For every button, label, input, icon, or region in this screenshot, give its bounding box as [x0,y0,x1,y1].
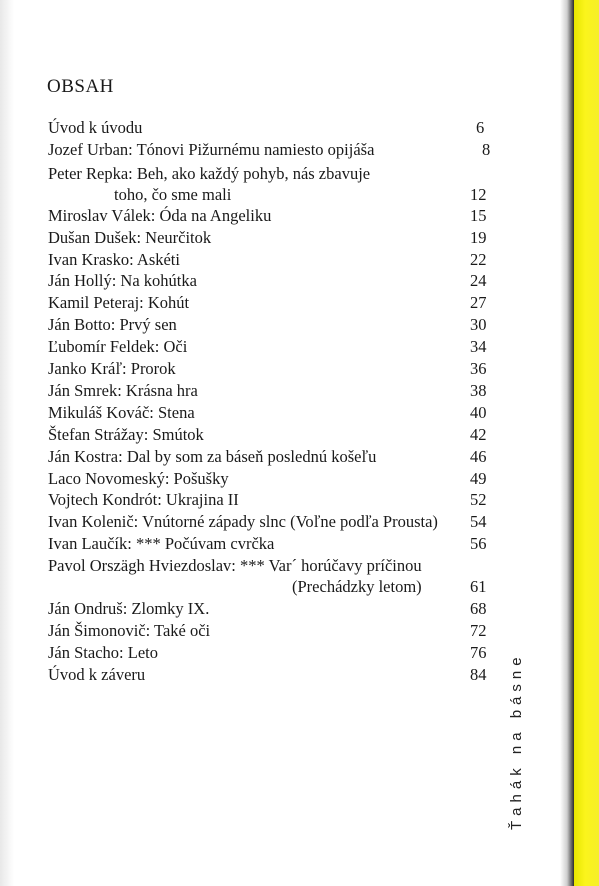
toc-entry-title: Ľubomír Feldek: Oči [48,337,188,356]
toc-entry-title: Laco Novomeský: Pošušky [48,469,229,488]
toc-entry-title: Miroslav Válek: Óda na Angeliku [48,206,272,225]
toc-page-number: 84 [470,665,487,684]
toc-entry-title: Ján Kostra: Dal by som za báseň poslednú košeľu [48,447,377,466]
toc-entry-title: Vojtech Kondrót: Ukrajina II [48,490,239,509]
toc-page-number: 61 [470,577,487,596]
toc-entry-title: Ján Botto: Prvý sen [48,315,177,334]
toc-entry-title: Ján Šimonovič: Také oči [48,621,211,640]
toc-page-number: 34 [470,337,487,356]
toc-entry-title: Jozef Urban: Tónovi Pižurnému namiesto opijáša [48,140,375,159]
toc-entry-title: Dušan Dušek: Neurčitok [48,228,212,247]
toc-entry-title: Ján Stacho: Leto [48,643,158,662]
toc-page-number: 19 [470,228,487,247]
toc-page-number: 68 [470,599,487,618]
toc-entry-title: Úvod k záveru [48,665,146,684]
toc-page-number: 49 [470,469,487,488]
toc-entry-title: Ivan Kolenič: Vnútorné západy slnc (Voľne podľa Prousta) [48,512,438,531]
toc-entry-title: Mikuláš Kováč: Stena [48,403,195,422]
toc-page-number: 6 [476,118,485,137]
toc-entry-title: Ján Smrek: Krásna hra [48,381,198,400]
toc-page-number: 38 [470,381,487,400]
toc-entry-title: Ján Ondruš: Zlomky IX. [48,599,210,618]
toc-entry-title: Kamil Peteraj: Kohút [48,293,190,312]
toc-entry-title: Ján Hollý: Na kohútka [48,271,197,290]
toc-entry-title: Pavol Orszägh Hviezdoslav: *** Var´ horúčavy príčinou [48,556,422,575]
toc-page-number: 40 [470,403,487,422]
toc-page-number: 76 [470,643,487,662]
page-edge-shadow [560,0,574,886]
toc-entry-title: Ivan Krasko: Askéti [48,250,180,269]
toc-page-number: 12 [470,185,487,204]
toc-heading: OBSAH [47,76,114,97]
toc-page-number: 42 [470,425,487,444]
toc-page-number: 52 [470,490,487,509]
toc-page-number: 8 [482,140,491,159]
yellow-cover-edge [574,0,599,886]
toc-entry-title: Peter Repka: Beh, ako každý pohyb, nás zbavuje [48,164,371,183]
toc-page-number: 54 [470,512,487,531]
book-title-vertical: Ťahák na básne [508,652,525,830]
toc-entry-title-continued: (Prechádzky letom) [292,577,422,596]
toc-entry-title: Štefan Strážay: Smútok [48,425,204,444]
spine-shadow [0,0,14,886]
toc-page-number: 24 [470,271,487,290]
toc-page-number: 36 [470,359,487,378]
toc-page-number: 15 [470,206,487,225]
toc-entry-title-continued: toho, čo sme mali [114,185,232,204]
toc-page-number: 46 [470,447,487,466]
toc-entry-title: Janko Kráľ: Prorok [48,359,176,378]
toc-entry-title: Úvod k úvodu [48,118,143,137]
toc-page-number: 56 [470,534,487,553]
toc-page-number: 22 [470,250,487,269]
toc-entry-title: Ivan Laučík: *** Počúvam cvrčka [48,534,275,553]
toc-page-number: 30 [470,315,487,334]
toc-page-number: 27 [470,293,487,312]
toc-page-number: 72 [470,621,487,640]
